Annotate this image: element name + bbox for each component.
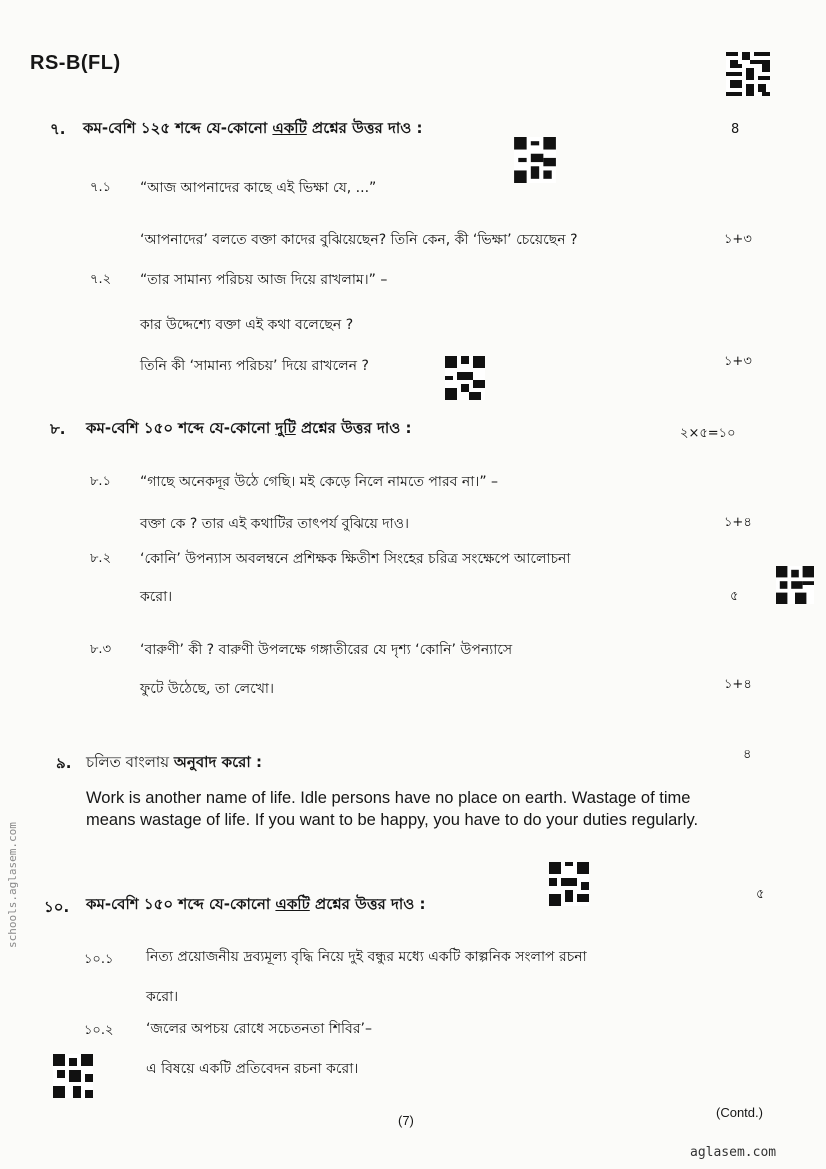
q8-heading-tail: প্রশ্নের উত্তর দাও : (295, 419, 412, 437)
q10-2-question: এ বিষয়ে একটি প্রতিবেদন রচনা করো। (146, 1061, 359, 1077)
qr-code-icon (514, 137, 556, 183)
qr-code-icon (444, 356, 486, 400)
q7-1-question: ‘আপনাদের’ বলতে বক্তা কাদের বুঝিয়েছেন? তিনি কেন, কী ‘ভিক্ষা’ চেয়েছেন ? (140, 232, 578, 248)
side-watermark: schools.aglasem.com (6, 822, 19, 948)
q7-2-question-b: তিনি কী ‘সামান্য পরিচয়’ দিয়ে রাখলেন ? (140, 358, 369, 374)
q10-1-question-a: নিত্য প্রয়োজনীয় দ্রব্যমূল্য বৃদ্ধি নিয়ে দুই বন্ধুর মধ্যে একটি কাল্পনিক সংলাপ রচনা (146, 949, 587, 965)
q7-2-number: ৭.২ (90, 272, 112, 287)
qr-code-icon (548, 862, 590, 906)
q7-1-quote: “আজ আপনাদের কাছে এই ভিক্ষা যে, ...” (140, 180, 377, 196)
q8-3-number: ৮.৩ (90, 642, 112, 657)
qr-code-icon (52, 1054, 94, 1098)
q9-english-passage: Work is another name of life. Idle persons have no place on earth. Wastage of time means wastage of life. If you want to be happy, you have to do your duties regularly. (86, 789, 699, 829)
q8-1-quote: “গাছে অনেকদূর উঠে গেছি। মই কেড়ে নিলে নামতে পারব না।” – (140, 474, 499, 490)
q10-heading (86, 893, 426, 918)
q8-heading-text: কম-বেশি ১৫০ শব্দে যে-কোনো (86, 419, 276, 437)
paper-code: RS-B(FL) (30, 52, 121, 74)
q7-heading (83, 117, 423, 142)
q10-2-number: ১০.২ (84, 1023, 114, 1038)
qr-code-icon (726, 52, 770, 96)
q7-2-quote: “তার সামান্য পরিচয় আজ দিয়ে রাখলাম।” – (140, 272, 388, 288)
q8-1-marks: ১+৪ (724, 515, 752, 530)
q8-2-number: ৮.২ (90, 551, 112, 566)
q7-2-question-a: কার উদ্দেশ্যে বক্তা এই কথা বলেছেন ? (140, 317, 354, 333)
q7-heading-text: কম-বেশি ১২৫ শব্দে যে-কোনো (83, 119, 273, 137)
site-watermark: aglasem.com (690, 1145, 777, 1160)
q7-heading-tail: প্রশ্নের উত্তর দাও : (306, 119, 423, 137)
q10-marks: ৫ (756, 887, 765, 902)
q8-marks: ২×৫=১০ (680, 426, 736, 441)
q7-2-marks: ১+৩ (724, 354, 752, 369)
q10-heading-emph: একটি (275, 895, 310, 913)
q8-number: ৮. (50, 420, 66, 438)
q7-marks: 8 (731, 122, 740, 137)
q8-heading (86, 417, 412, 442)
q7-1-number: ৭.১ (90, 180, 112, 195)
q8-3-question-b: ফুটে উঠেছে, তা লেখো। (140, 681, 274, 697)
q10-heading-tail: প্রশ্নের উত্তর দাও : (309, 895, 426, 913)
q8-1-question: বক্তা কে ? তার এই কথাটির তাৎপর্য বুঝিয়ে দাও। (140, 516, 410, 532)
q10-2-title: ‘জলের অপচয় রোধে সচেতনতা শিবির’– (146, 1021, 372, 1037)
q10-1-question-b: করো। (146, 989, 179, 1005)
q9-heading-emph: অনুবাদ করো (173, 753, 251, 771)
q9-marks: ৪ (743, 747, 752, 762)
q9-number: ৯. (56, 754, 72, 772)
q9-heading-tail: : (250, 753, 262, 771)
q8-3-question-a: ‘বারুণী’ কী ? বারুণী উপলক্ষে গঙ্গাতীরের যে দৃশ্য ‘কোনি’ উপন্যাসে (140, 642, 513, 658)
q10-number: ১০. (44, 898, 70, 916)
q7-1-marks: ১+৩ (724, 232, 752, 247)
q7-number: ৭. (50, 120, 66, 138)
q8-2-question-b: করো। (140, 589, 173, 605)
q10-heading-text: কম-বেশি ১৫০ শব্দে যে-কোনো (86, 895, 276, 913)
q8-heading-emph: দুটি (275, 419, 296, 437)
q8-2-question-a: ‘কোনি’ উপন্যাস অবলম্বনে প্রশিক্ষক ক্ষিতীশ সিংহের চরিত্র সংক্ষেপে আলোচনা (140, 551, 571, 567)
q9-heading (86, 751, 262, 776)
q8-2-marks: ৫ (730, 589, 739, 604)
continued-label: (Contd.) (716, 1105, 763, 1120)
qr-code-icon (776, 566, 814, 604)
q9-heading-text: চলিত বাংলায় (86, 753, 174, 771)
q7-heading-emph: একটি (272, 119, 307, 137)
q8-3-marks: ১+৪ (724, 677, 752, 692)
q10-1-number: ১০.১ (84, 952, 114, 967)
page-number: (7) (398, 1113, 414, 1128)
q8-1-number: ৮.১ (90, 474, 112, 489)
